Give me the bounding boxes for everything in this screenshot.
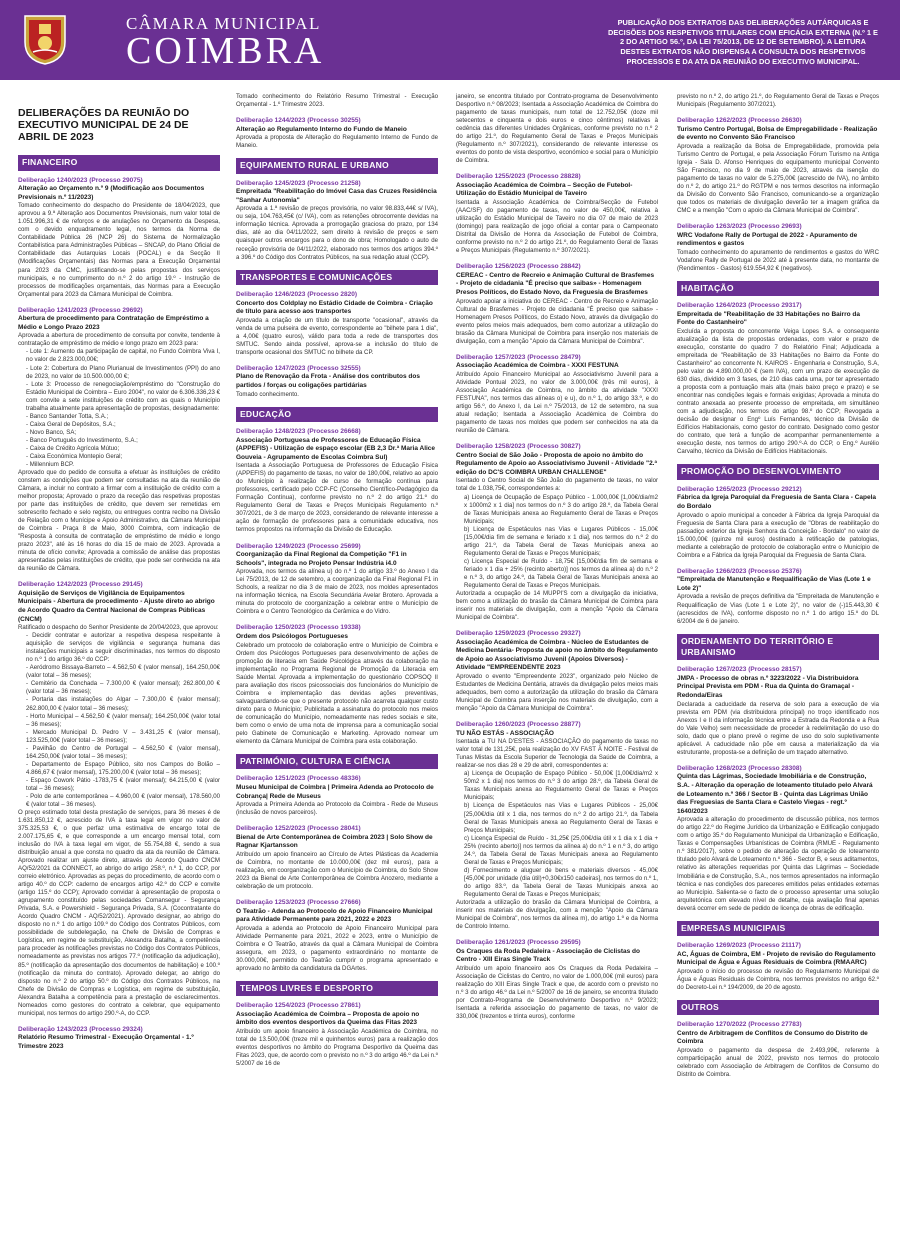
deliberation-subject: Centro Social de São João - Proposta de apoio no âmbito do Regulamento de Apoio ao Associativismo Juvenil - Atividade "2.ª edição do DC'S COIMBRA URBAN CHALLENGE" <box>456 451 657 476</box>
column-4 <box>677 93 879 1253</box>
deliberation-list <box>464 770 658 899</box>
deliberation-number: Deliberação 1261/2023 (Processo 29595) <box>456 938 581 946</box>
deliberation-subject: Os Craques da Roda Pedaleira - Associação de Ciclistas do Centro - XIII Eiras Single Track <box>456 947 640 964</box>
list-item: - Espaço Cowork Pátio -1783,75 € (valor mensal); 64.215,00 € (valor total – 36 meses); <box>26 776 220 792</box>
deliberation-text: Aprovado o pagamento da despesa de 2.493,99€, referente à comparticipação anual de 2022, previsto nos termos do protocolo celebrado com Associação de Arbitragem de Conflitos de Consumo do Distrito de Coimbra. <box>677 1046 879 1079</box>
list-item: - Caixa Geral de Depósitos, S.A.; <box>26 420 116 428</box>
deliberation-list <box>26 348 220 468</box>
deliberation-entry <box>236 543 438 617</box>
deliberation-entry <box>677 486 879 560</box>
deliberation-text: previsto no n.º 2, do artigo 21.º, do Regulamento Geral de Taxas e Preços Municipais (Regulamento 307/2021). <box>677 93 879 109</box>
deliberation-subject: Associação Académica de Coimbra – Secção de Futebol-Utilização do Estádio Municipal de Taveiro <box>456 181 633 198</box>
deliberation-number: Deliberação 1247/2023 (Processo 32555) <box>236 364 361 372</box>
list-item: - Banco Santander Totta, S.A.; <box>26 412 109 420</box>
column-3 <box>456 93 658 1253</box>
deliberation-text: Aprovada a realização da Bolsa de Empregabilidade, promovida pela Turismo Centro de Portugal, e pela Associação Fórum Turismo na Antiga Igreja - Sala D. Afonso Henriques do equipamento municipal Convento São Francisco, no dia 9 de maio de 2023, através da isenção do pagamento de taxas no valor de 5.275,00€ (acrescido de IVA), no âmbito do n.º 2, do artigo 21.º do RGTPM e nos termos descritos na informação da Divisão do Convento São Francisco, comunicando-se a organização que todos os materiais de divulgação deverão ter a imagem gráfica da CMC e a menção "Com o apoio da Câmara Municipal de Coimbra". <box>677 142 879 215</box>
deliberation-number: Deliberação 1251/2023 (Processo 48336) <box>236 775 361 783</box>
deliberation-number: Deliberação 1259/2023 (Processo 29327) <box>456 630 581 638</box>
city-hall-label: CÂMARA MUNICIPAL <box>126 14 321 33</box>
deliberation-number: Deliberação 1267/2023 (Processo 28157) <box>677 666 802 674</box>
deliberation-subject: Alteração ao Regulamento Interno do Fundo de Maneio <box>236 125 407 133</box>
deliberation-entry <box>677 568 879 626</box>
deliberation-text: Atribuído um apoio financeiro ao Círculo de Artes Plásticas da Academia de Coimbra, no montante de 10.000,00€ (dez mil euros), para a realização, em coorganização com o Município de Coimbra, do Solo Show 2023 da Bienal de Arte Contemporânea de Coimbra Anozero, mediante a celebração de um protocolo. <box>236 850 438 890</box>
deliberation-entry <box>456 173 658 255</box>
deliberation-subject: Associação Portuguesa de Professores de Educação Física (APPEFIS) - Utilização de espaço escolar (EB 2,3 Dr.ª Maria Alice Gouveia - Agrupamento de Escolas Coimbra Sul) <box>236 436 436 461</box>
list-item: - Pavilhão do Centro de Portugal – 4.562,50 € (valor mensal), 164.250,00€ (valor total – 36 meses); <box>26 744 220 760</box>
list-item: d) Fornecimento e aluguer de bens e materiais diversos - 45,00€ [45,00€ por unidade (dia útil)+0,30€x150 cadeiras], nos termos do n.º 1, do artigo 83.º, da Tabela Geral de Taxas Municipais anexa ao Regulamento Geral de Taxas e Preços Municipais; <box>464 866 658 898</box>
deliberation-number: Deliberação 1255/2023 (Processo 28828) <box>456 173 581 181</box>
deliberation-entry <box>18 581 220 1017</box>
section-heading: PATRIMÓNIO, CULTURA E CIÊNCIA <box>236 754 438 769</box>
deliberation-number: Deliberação 1241/2023 (Processo 29692) <box>18 306 143 314</box>
deliberation-subject: JMPA - Processo de obras n.º 3223/2022 - Via Distribuidora Principal Prevista em PDM - Rua da Quinta do Gramaçal - Redonda/Eiras <box>677 674 859 700</box>
deliberation-text: Isentada a TU NA D'ESTES - ASSOCIAÇÃO do pagamento de taxas no valor total de 131,25€, pela realização do XV FAST À NOITE - Festival de Tunas Mistas da Escola Superior de Tecnologia da Saúde de Coimbra, a realizar-se nos dias 28 e 29 de abril, correspondentes a: <box>456 738 658 770</box>
coimbra-crest-icon <box>22 12 68 66</box>
list-item: - Mercado Municipal D. Pedro V – 3.431,25 € (valor mensal), 123.525,00€ (valor total – 36 meses); <box>26 728 220 744</box>
deliberation-subject: Aquisição de Serviços de Vigilância de Equipamentos Municipais - Abertura de procedimento - Ajuste direto ao abrigo de Acordo Quadro da Central Nacional de Compras Públicas (CNCM) <box>18 589 215 623</box>
document-title: DELIBERAÇÕES DA REUNIÃO DO EXECUTIVO MUNICIPAL DE 24 DE ABRIL DE 2023 <box>18 107 190 144</box>
publication-note: PUBLICAÇÃO DOS EXTRATOS DAS DELIBERAÇÕES AUTÁRQUICAS E DECISÕES DOS RESPETIVOS TITULARES COM EFICÁCIA EXTERNA (N.º 1 E 2 DO ARTIGO 56.º, DA LEI 75/2013, DE 12 DE SETEMBRO). A LEITURA DESTES EXTRATOS NÃO DISPENSA A CONSULTA DOS RESPETIVOS PROCESSOS E DA ATA DA REUNIÃO DO EXECUTIVO MUNICIPAL. <box>608 18 878 66</box>
deliberation-number: Deliberação 1242/2023 (Processo 29145) <box>18 581 143 589</box>
list-item: - Departamento de Espaço Público, sito nos Campos do Bolão – 4.866,67 € (valor mensal), 175.200,00 € (valor total – 36 meses); <box>26 760 220 776</box>
deliberation-subject: Centro de Arbitragem de Conflitos de Consumo do Distrito de Coimbra <box>677 1029 868 1046</box>
deliberation-text: janeiro, se encontra titulado por Contrato-programa de Desenvolvimento Desportivo n.º 08/2023; Isentada a Associação Académica de Coimbra do pagamento de taxas municipais, num total de 12.752,05€ (doze mil setecentos e cinquenta e dois euros e cinco cêntimos) relativas à cedência das diferentes Unidades Orgânicas, conforme previsto no n.º 2 do artigo 21.º, do Regulamento Geral de Taxas e Preços Municipais (Regulamento n.º 307/2021), considerando de relevante interesse os eventos do ponto de vista desportivo, económico e social para o Município de Coimbra. <box>456 93 658 165</box>
list-item: - Lote 2: Cobertura do Plano Plurianual de Investimentos (PPI) do ano de 2023, no valor de 10.500.000,00 €; <box>26 364 220 380</box>
deliberation-text: Excluída a proposta do concorrente Veiga Lopes S.A. e consequente atualização da lista de propostas ordenadas, com valor e prazo de execução, constante do quadro 7 do Relatório Final; Adjudicada a empreitada de "Reabilitação de 33 Habitações no Bairro da Fonte do Castanheiro" ao concorrente N. KAIROS - Engenharia e Construção, S.A, pelo valor de 4.890.000,00 € (sem IVA), com um prazo de execução de 630 dias, dividido em 3 fases, de 210 dias cada uma, por ter apresentado a proposta com a pontuação mais alta (mais baixo preço e prazo) e se encontrar nas condições legais e formais exigidas; Aprovada a minuta do contrato anexada ao presente processo de empreitada, em simultâneo com a adjudicação, nos termos do artigo 98.º do CCP; Revogada a decisão de designar o Engº Luís Fernandes, técnico da Divisão de Edifícios Habitacionais, como gestor do contrato. Designado como gestor do contrato, que terá a função de acompanhar permanentemente a execução deste, nos termos do artigo 290.º-A do CCP, o Eng.º Aurélio Carvalho, técnico da Divisão de Edifícios Habitacionais. <box>677 327 879 456</box>
deliberation-text: Isentada a Associação Portuguesa de Professores de Educação Física (APPEFIS) do pagamento de taxas, no valor de 180,00€, relativo ao apoio do Município à realização de curso de formação contínua para professores, certificado pelo CCP-FC (Conselho Científico-Pedagógico da Formação Contínua), conforme previsto no n.º 2 do artigo 21.º do Regulamento Geral de Taxas e Preços Municipais Regulamento n.º 307/2021, de 3 de março de 2023, considerando de relevante interesse a ação de formação de professores para a comunidade educativa, nos termos propostos na informação da Divisão de Educação. <box>236 462 438 534</box>
deliberation-text: Aprovado o apoio municipal a conceder à Fábrica da Igreja Paroquial da Freguesia de Santa Clara para a execução de "Obras de reabilitação do passadiço exterior da Igreja Senhora da Conceição - Bordalo" no valor de 15.000,00€ (quinze mil euros) destinado à retificação de patologias, mediante a celebração de protocolo de colaboração entre o Município de Coimbra e a Fábrica da Igreja Paroquial da Freguesia de Santa Clara. <box>677 511 879 559</box>
section-heading: EDUCAÇÃO <box>236 407 438 422</box>
deliberation-subject: Associação Académica de Coimbra - XXXI FESTUNA <box>456 362 619 370</box>
deliberation-subject: AC, Águas de Coimbra, EM - Projeto de revisão do Regulamento Municipal de Água e Águas Residuais de Coimbra (RMAARC) <box>677 950 876 967</box>
deliberation-entry <box>677 93 879 109</box>
deliberation-entry <box>236 428 438 535</box>
deliberation-entry <box>236 291 438 357</box>
deliberation-subject: O Teatrão - Adenda ao Protocolo de Apoio Financeiro Municipal para Atividade Permanente para 2021, 2022 e 2023 <box>236 907 433 924</box>
deliberation-text: Aprovado o evento "Empreendente 2023", organizado pelo Núcleo de Estudantes de Medicina Dentária, através da divulgação pelos meios mais adequados, bem como a autorização da utilização do brasão da Câmara Municipal de Coimbra para inserção nos materiais de divulgação, com a menção "Apoio da Câmara Municipal de Coimbra". <box>456 672 658 713</box>
deliberation-text: Tomado conhecimento do despacho do Presidente de 18/04/2023, que aprovou a 9.ª Alteração aos Documentos Previsionais, num valor total de 1.051.996,31 € de reforços e de anulações no Orçamento da Despesa, com o devido enquadramento legal, nos termos da Norma de Contabilidade Pública 26 (NCP 26) do Sistema de Normalização Contabilística para Administrações Públicas – SNCAP, do Plano Oficial de Contabilidade das Autarquias Locais (POCAL) e da Secção II (Modificações Orçamentais) das Normas para a Execução Orçamental para 2023 da CMC, justificando-se pelas propostas dos serviços municipais, e no cumprimento do n.º 2 do artigo 19.º - Instrução de processos de modificações orçamentais, das Normas para a Execução Orçamental para 2023 da Câmara Municipal de Coimbra. <box>18 202 220 298</box>
deliberation-number: Deliberação 1246/2023 (Processo 2820) <box>236 290 358 298</box>
deliberation-number: Deliberação 1252/2023 (Processo 28041) <box>236 825 361 833</box>
deliberation-text: Ratificado o despacho do Senhor Presidente de 20/04/2023, que aprovou: <box>18 624 219 632</box>
page-header <box>0 0 900 80</box>
list-item: a) Licença de Ocupação de Espaço Público - 1.000,00€ [1,00€/dia/m2 x 1000m2 x 1 dia] nos termos do n.º 3 do artigo 28.º, da Tabela Geral de Taxas Municipais anexa ao Regulamento Geral de Taxas e Preços Municipais; <box>464 493 658 525</box>
deliberation-subject: Quinta das Lágrimas, Sociedade Imobiliária e de Construção, S.A. - Alteração da operação de loteamento titulado pelo Alvará de Loteamento n.º 366 / Sector B - Quinta das Lágrimas União das Freguesias de Santa Clara e Castelo Viegas - regt.º 1640/2023 <box>677 773 873 815</box>
list-item: - Cemitério da Conchada – 7.300,00 € (valor mensal); 262.800,00 € (valor total – 36 meses); <box>26 680 220 696</box>
deliberation-list <box>464 494 658 590</box>
deliberation-number: Deliberação 1245/2023 (Processo 21258) <box>236 179 361 187</box>
deliberation-subject: Relatório Resumo Trimestral - Execução Orçamental - 1.º Trimestre 2023 <box>18 1034 194 1050</box>
section-heading: PROMOÇÃO DO DESENVOLVIMENTO <box>677 464 879 479</box>
section-heading: EMPRESAS MUNICIPAIS <box>677 921 879 936</box>
deliberation-entry <box>456 630 658 713</box>
list-item: - Polo de arte contemporânea – 4.960,00 € (valor mensal), 178.560,00 € (valor total – 36 meses). <box>26 792 220 808</box>
list-item: - Banco Português do Investimento, S.A.; <box>26 436 138 444</box>
deliberation-number: Deliberação 1244/2023 (Processo 30255) <box>236 117 361 125</box>
list-item: - Decidir contratar e autorizar a respetiva despesa respeitante à aquisição de serviços de vigilância e segurança humana das instalações municipais a seguir discriminadas, nos termos do disposto no n.º 1 do artigo 36.º do CCP: <box>26 632 220 664</box>
deliberation-subject: Abertura de procedimento para Contratação de Empréstimo a Médio e Longo Prazo 2023 <box>18 315 209 331</box>
deliberation-list <box>26 632 220 809</box>
list-item: a) Licença de Ocupação de Espaço Público - 50,00€ [1,00€/dia/m2 x 50m2 x 1 dia] nos termos do n.º 3 do artigo 28.º, da Tabela Geral de Taxas Municipais anexa ao Regulamento Geral de Taxas e Preços Municipais; <box>464 770 658 802</box>
deliberation-entry <box>456 354 658 435</box>
list-item: b) Licença de Espetáculos nas Vias e Lugares Públicos - 15,00€ [15,00€/dia fim de semana e feriado x 1 dia], nos termos do n.º 2 do artigo 21.º, da Tabela Geral de Taxas Municipais anexa ao Regulamento Geral de Taxas e Preços Municipais; <box>464 525 658 557</box>
deliberation-entry <box>236 180 438 262</box>
deliberation-subject: Concerto dos Coldplay no Estádio Cidade de Coimbra - Criação de título para acesso aos transportes <box>236 299 433 316</box>
section-heading: TRANSPORTES E COMUNICAÇÕES <box>236 270 438 285</box>
deliberation-text: Isentado o Centro Social de São João do pagamento de taxas, no valor total de 1.038,75€, correspondentes a: <box>456 477 658 493</box>
deliberation-subject: Fábrica da Igreja Paroquial da Freguesia de Santa Clara - Capela do Bordalo <box>677 494 877 510</box>
deliberation-entry <box>677 117 879 215</box>
deliberation-subject: Museu Municipal de Coimbra | Primeira Adenda ao Protocolo de Cobrança| Rede de Museus <box>236 783 434 800</box>
deliberation-text: Autorizada a utilização do brasão da Câmara Municipal de Coimbra, a inserir nos materiais de divulgação, com a menção "Apoio da Câmara Municipal de Coimbra", nos termos da alínea m), do artigo 1.º e da Norma de Controlo Interno. <box>456 898 658 930</box>
deliberation-entry <box>456 263 658 346</box>
deliberation-entry <box>18 1026 220 1052</box>
deliberation-text: Celebrado um protocolo de colaboração entre o Município de Coimbra e Ordem dos Psicólogos Portugueses para desenvolvimento de ações de promoção de literacia em Saúde Psicológica através da colaboração na implementação no Programa Regional de Promoção da Literacia em Saúde Mental. Aprovada a implementação do questionário COPSOQ II para avaliação dos riscos psicossociais dos funcionários do Município de Coimbra e implementação das devidas ações preventivas, salvaguardando-se que o presente protocolo não acarreta qualquer custo direto para o Município; Publicitada a assinatura do protocolo nos meios de comunicação do Município, nomeadamente nas redes sociais e site, bem como o envio de uma nota de imprensa para a comunicação social pelo Gabinete de Comunicação e Marketing. Aprovado nomear um elemento da Câmara Municipal de Coimbra para esta colaboração. <box>236 641 438 745</box>
deliberation-entry <box>677 765 879 913</box>
list-item: - Millennium BCP. <box>26 460 74 468</box>
deliberation-text: Aprovada a 1.ª revisão de preços provisória, no valor 98.833,44€ s/ IVA), ou seja, 104.763,45€ (c/ IVA), com as retenções obrocorrente devidas na informação técnica. Aprovada a prorrogação graciosa do prazo, por 134 dias, até ao dia 04/11/2022, sem direito à revisão de preços e sem quaisquer outros encargos para o dono de obra; Homologado o auto de receção provisória de 04/11/2022, elaborado nos termos dos artigos 394.º a 396.º do Código dos Contratos Públicos, na sua redação atual (CCP). <box>236 205 438 261</box>
deliberation-entry <box>456 721 658 931</box>
deliberation-entry <box>18 307 220 574</box>
list-item: - Caixa de Crédito Agrícola Mútuo; <box>26 444 120 452</box>
deliberation-entry <box>456 443 658 622</box>
deliberation-entry <box>236 93 438 109</box>
deliberation-text: Tomado conhecimento. <box>236 390 300 398</box>
deliberation-entry <box>236 365 438 399</box>
deliberation-subject: "Empreitada de Manutenção e Requalificação de Vias (Lote 1 e Lote 2)" <box>677 576 871 592</box>
deliberation-number: Deliberação 1262/2023 (Processo 26630) <box>677 117 802 125</box>
deliberation-number: Deliberação 1250/2023 (Processo 19338) <box>236 624 361 632</box>
deliberation-subject: Alteração ao Orçamento n.º 9 (Modificação aos Documentos Previsionais n.º 11/2023) <box>18 185 205 201</box>
deliberation-text: Aprovado o início do processo de revisão do Regulamento Municipal de Água e Águas Residuais de Coimbra, nos termos previstos no artigo 62.º do Decreto-Lei n.º 194/2009, de 20 de agosto. <box>677 967 879 991</box>
deliberation-text: Aprovada a alteração do procedimento de discussão pública, nos termos do artigo 22.º do Regime Jurídico da Urbanização e Edificação conjugado com o artigo 35.º do Regulamento Municipal da Urbanização e Edificação, Taxas e Compensações Urbanísticas de Coimbra (RMUE - Regulamento n.º 381/2017), sobre o pedido de alteração da operação de loteamento titulado pelo Alvará de Loteamento n.º 366 - Sector B, e seus aditamentos, relativo às alterações requeridas por Quinta das Lágrimas – Sociedade Imobiliária e de Construção, S.A., nos termos apresentados na informação técnica e nas condições dos pareceres emitidos pelas entidades externas ao Município. Salienta-se o facto de o processo apresentar uma solução arquitetónica com elevado nível de detalhe, cuja avaliação final apenas deverá ocorrer em sede de pedido de licença de obras de edificação. <box>677 816 879 912</box>
deliberation-entry <box>677 223 879 273</box>
deliberation-entry <box>677 1021 879 1079</box>
deliberation-text: Aprovada a adenda ao Protocolo de Apoio Financeiro Municipal para Atividade Permanente para 2021, 2022 e 2023, entre o Município de Coimbra e O Teatrão, através da qual a Câmara Municipal de Coimbra assegura, em 2023, o pagamento extraordinário no montante de 30.000,00€, permitido do Teatrão cumprir o programa apresentado e aprovado no âmbito da candidatura da DGArtes. <box>236 924 438 972</box>
deliberation-entry <box>236 624 438 746</box>
deliberation-entry <box>18 177 220 299</box>
deliberation-entry <box>236 775 438 817</box>
deliberation-number: Deliberação 1249/2023 (Processo 25699) <box>236 542 361 550</box>
list-item: - Lote 3: Processo de renegociação/empréstimo do "Construção do Estádio Municipal de Coimbra – Euro 2004", no valor de 6.306.336,23 € com convite a sete instituições de crédito com as quais o Município trabalha atualmente para apresentação de propostas, designadamente: <box>26 380 220 412</box>
deliberation-entry <box>236 117 438 150</box>
deliberation-entry <box>456 939 658 1021</box>
deliberation-number: Deliberação 1270/2022 (Processo 27783) <box>677 1021 802 1029</box>
deliberation-subject: CEREAC - Centro de Recreio e Animação Cultural de Brasfemes - Projeto de cidadania "É preciso que saibas» - Homenagem Presos Políticos, do Estado Novo, da Freguesia de Brasfemes <box>456 271 655 296</box>
deliberation-subject: Empreitada de "Reabilitação de 33 Habitações no Bairro da Fonte do Castanheiro" <box>677 310 860 327</box>
list-item: - Aeródromo Bissaya-Barreto – 4.562,50 € (valor mensal), 164.250,00€ (valor total – 36 meses); <box>26 664 220 680</box>
deliberation-subject: Ordem dos Psicólogos Portugueses <box>236 633 348 641</box>
deliberation-text: Declarada a caducidade da reserva de solo para a execução de via prevista em PDM (via distribuidora principal) no troço identificado nos Anexos I e II da informação técnica entre a Estrada da Redonda e a Rua do Vale Velho) sem necessidade de proceder à redelimitação do uso do solo, dado que o plano prevê o regime de uso do solo supletivamente aplicável. A caducidade não põe em causa a materialização da via estruturante, proposta-se a definição de um traçado alternativo. <box>677 700 879 756</box>
deliberation-number: Deliberação 1240/2023 (Processo 29075) <box>18 176 143 184</box>
deliberation-text: Atribuído Apoio Financeiro Municipal ao Associativismo Juvenil para a Atividade Pontual 2023, no valor de 3.000,00€ (três mil euros), à Associação Académica de Coimbra, no âmbito da atividade "XXXI FESTUNA", nos termos das alíneas o) e u), do n.º 1, do artigo 33.º, e do artigo 56.º, do Anexo I, da Lei n.º 75/2013, de 12 de setembro, na sua atual redação; Isentada a Associação Académica de Coimbra do pagamento de taxas nos moldes que podem ser conhecidos na ata da reunião de Câmara. <box>456 370 658 435</box>
section-heading: FINANCEIRO <box>18 155 220 170</box>
deliberation-number: Deliberação 1268/2023 (Processo 28308) <box>677 764 802 772</box>
column-1 <box>18 93 220 1253</box>
deliberation-text: Autorizada a ocupação de 14 MUPPI'S com a divulgação da iniciativa, bem como a utilização do brasão da Câmara Municipal de Coimbra para inserir nos materiais de divulgação, com a menção "Apoio da Câmara Municipal de Coimbra". <box>456 589 658 621</box>
deliberation-text: Tomado conhecimento do Relatório Resumo Trimestral - Execução Orçamental - 1.º Trimestre 2023. <box>236 93 438 109</box>
deliberation-text: Aprovada a revisão de preços definitiva da "Empreitada de Manutenção e Requalificação de Vias (Lote 1 e Lote 2)", no valor de (-)15.443,30 € (acrescidos de IVA), conforme disposto no n.º 1 do artigo 15.º do DL 6/2004 de 6 de janeiro. <box>677 593 879 625</box>
deliberation-text: Aprovada, nos termos da alínea u) do n.º 1 do artigo 33.º do Anexo I da Lei 75/2013, de 12 de setembro, a coorganização da Final Regional F1 in Schools, a realizar no dia 3 de maio de 2023, nos moldes apresentados na informação técnica, na Escola Secundária Avelar Brotero. Aprovada a minuta do protocolo de coorganização a celebrar entre o Município de Coimbra e o Centro Tecnológico da Cerâmica e do Vidro. <box>236 568 438 616</box>
list-item: - Portaria das instalações do Algar – 7.300,00 € (valor mensal); 262.800,00 € (valor total – 36 meses); <box>26 696 220 712</box>
deliberation-text: Aprovado apoiar a iniciativa do CEREAC - Centro de Recreio e Animação Cultural de Brasfemes - Projeto de cidadania "É preciso que saibas» - Homenagem Presos Políticos, do Estado Novo, através da divulgação do evento pelos meios mais adequados, bem como autorizar a utilização do brasão da Câmara Municipal de Coimbra para inserção nos materiais de divulgação, com a menção "Apoio da Câmara Municipal de Coimbra". <box>456 297 658 345</box>
deliberation-subject: WRC Vodafone Rally de Portugal de 2022 - Apuramento de rendimentos e gastos <box>677 231 858 248</box>
list-item: - Novo Banco, SA; <box>26 428 77 436</box>
deliberation-text: Aprovado que do pedido de consulta a efetuar às instituições de crédito constem as condições que podem ser consultadas na ata da reunião de Câmara, a incluir no contrato a firmar com a instituição de crédito com a melhor proposta; Aprovado o prazo da receção das respetivas propostas por parte das instituições de crédito, que devem ser remetidas em sobrescrito fechado e selo registo, ou entregues contra recibo na Divisão de Relação com o Munícipe e Apoio Administrativo, da Câmara Municipal de Coimbra - Praça 8 de Maio, 3000 Coimbra, com indicação de "Resposta à consulta de contratação de empréstimo de médio e longo prazo 2023", até às 16 horas do dia 15 de maio de 2023. Aprovada a minuta de ofício convite; Aprovada a comissão de análise das propostas apresentadas pelas instituições de crédito, que pode ser conhecida na ata da reunião de Câmara. <box>18 468 220 573</box>
city-name: COIMBRA <box>126 30 325 72</box>
deliberation-subject: Coorganização da Final Regional da Competição "F1 in Schools", integrada no Projeto Pensar Indústria i4.0 <box>236 551 407 567</box>
deliberation-number: Deliberação 1253/2023 (Processo 27666) <box>236 899 361 907</box>
deliberation-number: Deliberação 1257/2023 (Processo 28479) <box>456 353 581 361</box>
deliberation-entry <box>677 942 879 992</box>
deliberation-subject: TU NÃO ESTÁS - ASSOCIAÇÃO <box>456 729 554 737</box>
deliberation-number: Deliberação 1269/2023 (Processo 21117) <box>677 942 801 950</box>
section-heading: OUTROS <box>677 1000 879 1015</box>
deliberation-number: Deliberação 1258/2023 (Processo 30827) <box>456 443 581 451</box>
section-heading: TEMPOS LIVRES E DESPORTO <box>236 981 438 996</box>
deliberation-number: Deliberação 1263/2023 (Processo 29693) <box>677 223 802 231</box>
deliberation-text: Aprovada a abertura de procedimento de consulta por convite, tendente à contratação de empréstimo de médio e longo prazo em 2023 para: <box>18 332 220 348</box>
list-item: - Caixa Económica Montepio Geral; <box>26 452 123 460</box>
deliberation-entry <box>677 302 879 456</box>
deliberation-text: Atribuído um apoio financeiro à Associação Académica de Coimbra, no total de 13.500,00€ (treze mil e quinhentos euros) para a realização dos eventos desportivos no âmbito do Programa Desportivo da Queima das Fitas 2023, que, de acordo com o previsto no n.º 3 do artigo 46.º da Lei n.º 5/2007 de 16 de <box>236 1028 438 1068</box>
deliberation-subject: Bienal de Arte Contemporânea de Coimbra 2023 | Solo Show de Ragnar Kjartansson <box>236 833 433 850</box>
list-item: c) Licença Especial de Ruído - 18,75€ [15,00€/dia fim de semana e feriado x 1 dia + 25% (recinto aberto)] nos termos da alínea a) do n.º 2 e n.º 3, do artigo 24.º, da Tabela Geral de Taxas Municipais anexa ao Regulamento Geral de Taxas e Preços Municipais. <box>464 557 658 589</box>
deliberation-entry <box>677 666 879 757</box>
list-item: - Lote 1: Aumento da participação de capital, no Fundo Coimbra Viva I, no valor de 2.823.000,00€; <box>26 348 220 364</box>
deliberation-number: Deliberação 1256/2023 (Processo 28842) <box>456 263 581 271</box>
deliberation-text: Tomado conhecimento do apuramento de rendimentos e gastos do WRC Vodafone Rally de Portugal de 2022 até à presente data, no montante de (Rendimentos - Gastos) 619.554,92 € (negativos). <box>677 248 879 272</box>
deliberation-subject: Associação Académica de Coimbra - Núcleo de Estudantes de Medicina Dentária- Proposta de apoio no âmbito do Regulamento de Apoio ao Associativismo Juvenil (Apoios Diversos) - Atividade "EMPREENDENTE 2023 <box>456 638 658 672</box>
deliberation-number: Deliberação 1260/2023 (Processo 28877) <box>456 721 581 729</box>
list-item: b) Licença de Espetáculos nas Vias e Lugares Públicos - 25,00€ [25,00€/dia útil x 1 dia, nos termos do n.º 2 do artigo 21.º, da Tabela Geral de Taxas Municipais anexa ao Regulamento Geral de Taxas e Preços Municipais; <box>464 802 658 834</box>
section-heading: ORDENAMENTO DO TERRITÓRIO E URBANISMO <box>677 634 879 661</box>
deliberation-text: Aprovada a proposta de Alteração do Regulamento Interno de Fundo de Maneio. <box>236 134 438 150</box>
deliberation-subject: Associação Académica de Coimbra – Proposta de apoio no âmbito dos eventos desportivos da Queima das Fitas 2023 <box>236 1010 420 1027</box>
section-heading: HABITAÇÃO <box>677 281 879 296</box>
deliberation-entry <box>236 899 438 973</box>
deliberation-subject: Empreitada "Reabilitação do Imóvel Casa das Cruzes Residência "Sanhar Autonomia" <box>236 188 437 204</box>
deliberation-number: Deliberação 1254/2023 (Processo 27861) <box>236 1002 361 1010</box>
deliberation-subject: Turismo Centro Portugal, Bolsa de Empregabilidade - Realização de evento no Convento São Francisco <box>677 125 878 142</box>
deliberation-number: Deliberação 1248/2023 (Processo 26668) <box>236 427 361 435</box>
deliberation-entry <box>236 825 438 891</box>
deliberation-entry <box>456 93 658 165</box>
deliberation-number: Deliberação 1265/2023 (Processo 29212) <box>677 485 802 493</box>
deliberation-number: Deliberação 1264/2023 (Processo 29317) <box>677 302 802 310</box>
deliberation-number: Deliberação 1266/2023 (Processo 25376) <box>677 567 802 575</box>
section-heading: EQUIPAMENTO RURAL E URBANO <box>236 158 438 173</box>
deliberation-text: O preço estimado total desta prestação de serviços, para 36 meses é de 1.631.850,12 €, acrescido de IVA à taxa legal em vigor no valor de 375.325,53 €, o que perfaz uma estimativa de encargo total de 2.007.175,65 €, e que corresponde a um encargo mensal total, com inclusão do IVA à taxa legal em vigor, de 55.754,88 €, sendo a sua distribuição anual a que consta no quadro da ata da reunião de Câmara. Aprovado realizar um ajuste direto, através do Acordo Quadro CNCM AQ/52/2021 da CONNECT, ao abrigo do artigo 258.º, n.º 1, do CCP, por correio eletrónico. Aprovadas as peças do procedimento, de acordo com o artigo 40.º do CCP: caderno de encargos artigo 42.º do CCP e convite (artigo 115.º do CCP); Aprovado convidar à apresentação de proposta o agrupamento constituído pelas sociedades Comansegur - Segurança Privada, S.A. e Powershield - Segurança Privada, S.A. (Cocontratante do Acordo Quadro CNCM - AQ/52/2021). Aprovado designar, ao abrigo do disposto no n.º 1 do artigo 109.º do Código dos Contratos Públicos, com possibilidade de subdelegação, na Chefe de Divisão de Compras e Logística, em regime de substituição, Alexandra Batalha, a competência para proceder às notificações previstas no Código dos Contratos Públicos, nomeadamente as previstas nos artigos 77.º (notificação da adjudicação), 85.º (notificação da apresentação dos documentos de habilitação) e 100.º (notificação da minuta do contrato). Aprovado delegar, ao abrigo do disposto no n.º 2 do artigo 50.º do Código dos Contratos Públicos, na Chefe de Divisão de Compras e Logística, em regime de substituição, Alexandra Batalha a competência para a prestação de esclarecimentos. Nomeados como gestores do contrato a celebrar, que equipamento municipal, nos termos do artigo 290.º-A, do CCP. <box>18 808 220 1017</box>
deliberation-text: Aprovada a criação de um título de transporte "ocasional", através da venda de uma pulseira de evento, correspondente ao "bilhete para 1 dia", a 4,00€ (quatro euros), válido para toda a rede de transportes dos SMTUC. Sendo ainda possível, aprova-se a inclusão do título de transporte ocasional dos SMTUC no bilhete da CP. <box>236 316 438 356</box>
deliberation-text: Aprovada a Primeira Adenda ao Protocolo da Coimbra - Rede de Museus (inclusão de novos parceiros). <box>236 801 438 817</box>
deliberation-subject: Plano de Renovação da Frota - Análise dos contributos dos partidos / forças ou coligações partidárias <box>236 373 420 389</box>
deliberation-number: Deliberação 1243/2023 (Processo 29324) <box>18 1025 143 1033</box>
deliberation-entry <box>236 1002 438 1068</box>
column-2 <box>236 93 438 1253</box>
list-item: - Horto Municipal – 4.562,50 € (valor mensal); 164.250,00€ (valor total – 36 meses); <box>26 712 220 728</box>
deliberation-text: Isentada a Associação Académica de Coimbra/Secção de Futebol (AAC/SF) do pagamento de taxas, no valor de 450,00€, relativa à utilização do Estádio Municipal de Taveiro no dia 07 de maio de 2023 (domingo) para realização de jogo oficial a contar para o Campeonato Distrital da Divisão de Honra da Associação de Futebol de Coimbra, conforme previsto no n.º 2 do artigo 21.º, do Regulamento Geral de Taxas e Preços Municipais (Regulamento n.º 307/2021). <box>456 199 658 255</box>
list-item: c) Licença Especial de Ruído - 31,25€ [25,00€/dia útil x 1 dia x 1 dia + 25% (recinto aberto)] nos termos da alínea a) do n.º 1 e n.º 3, do artigo 24.º, da Tabela Geral de Taxas Municipais anexa ao Regulamento Geral de Taxas e Preços Municipais; <box>464 834 658 866</box>
deliberation-text: Atribuído um apoio financeiro aos Os Craques da Roda Pedaleira – Associação de Ciclistas do Centro, no valor de 1.000,00€ (mil euros) para realização do XIII Eiras Single Track e que, de acordo com o previsto no n.º 3 do artigo 46.º da Lei n.º 5/2007 de 16 de janeiro, se encontra titulado por Contrato-Programa de Desenvolvimento Desportivo n.º 9/2023; Isentada a referida associação do pagamento de taxas, no valor de 330,00€ (trezentos e trinta euros), conforme <box>456 964 658 1020</box>
